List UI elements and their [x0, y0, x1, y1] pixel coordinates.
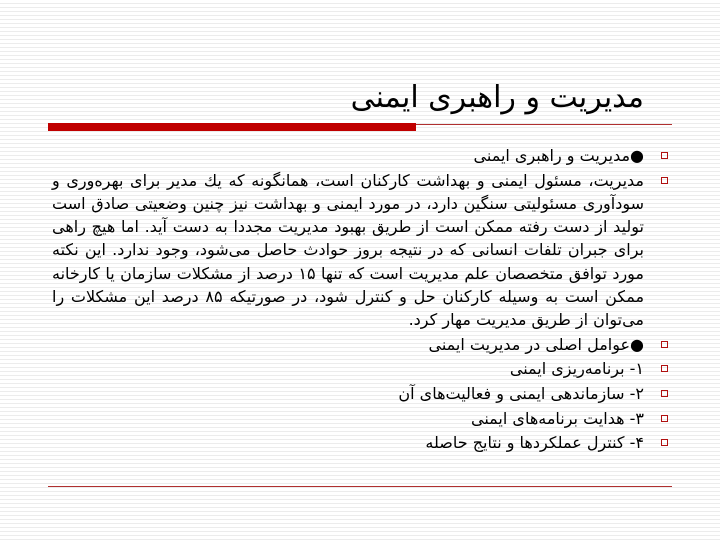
list-item-text: مدیریت، مسئول ایمنی و بهداشت کارکنان است، همانگونه که يك مدیر برای بهره‌وری و سودآوری مسئولیتی سنگین دارد، در مورد ایمنی و بهداشت نیز چنین وضعیتی صادق است تولید از دست رفته ممکن است از طریق بهبود مدیریت مجددا به دست آید. اما هیچ راهی برای جبران تلفات انسانی که در نتیجه بروز حوادث حاصل می‌شود، وجود ندارد. این نکته مورد توافق متخصصان علم مدیریت است که تنها ۱۵ درصد از مشکلات سازمان یا کارخانه ممکن است به وسیله کارکنان حل و کنترل شود، در صورتیکه ۸۵ درصد این مشکلات را می‌توان از طریق مدیریت مهار کرد. [52, 170, 645, 329]
list-item [52, 144, 676, 167]
list-item-text: ۱- برنامه‌ریزی ایمنی [509, 359, 644, 379]
square-bullet-icon [661, 439, 668, 446]
title-divider-line [416, 124, 672, 125]
list-item-text: ●عوامل اصلی در مدیریت ایمنی [428, 334, 644, 354]
square-bullet-icon [661, 390, 668, 397]
list-item [52, 431, 676, 454]
square-bullet-icon [661, 365, 668, 372]
bullet-list [52, 144, 676, 456]
slide-title: مدیریت و راهبری ایمنی [350, 80, 644, 115]
title-accent-bar [48, 123, 416, 131]
list-item-text: ۳- هدایت برنامه‌های ایمنی [471, 408, 644, 428]
square-bullet-icon [661, 177, 668, 184]
square-bullet-icon [661, 341, 668, 348]
list-item-text: ●مدیریت و راهبری ایمنی [473, 146, 644, 165]
list-item [52, 382, 676, 405]
list-item [52, 169, 676, 331]
list-item [52, 407, 676, 430]
footer-divider-line [48, 486, 672, 487]
list-item-text: ۲- سازماندهی ایمنی و فعالیت‌های آن [398, 384, 644, 404]
square-bullet-icon [661, 415, 668, 422]
square-bullet-icon [661, 152, 668, 159]
list-item-text: ۴- کنترل عملکردها و نتایج حاصله [425, 433, 644, 453]
list-item [52, 333, 676, 356]
list-item [52, 357, 676, 380]
